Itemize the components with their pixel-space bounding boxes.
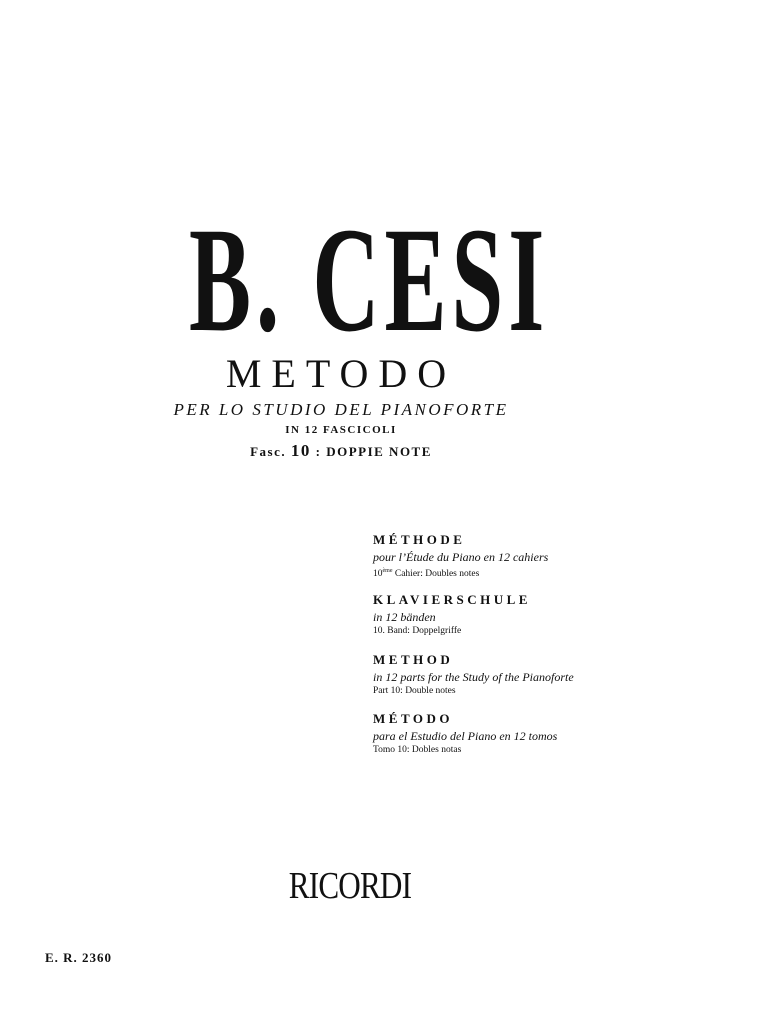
publisher-logo: RICORDI: [288, 865, 412, 907]
fascicle-label: Fasc.: [250, 444, 287, 459]
translation-heading: MÉTODO: [373, 711, 453, 726]
title-metodo: METODO: [225, 351, 457, 396]
fascicle-title: : DOPPIE NOTE: [315, 444, 432, 459]
translation-detail: [373, 565, 548, 581]
composer-name-container: [0, 197, 690, 363]
translation-french: [373, 532, 548, 581]
translation-heading: MÉTHODE: [373, 532, 466, 547]
plate-number: E. R. 2360: [45, 950, 113, 965]
detail-superscript: ème: [382, 568, 393, 574]
fascicle-line: [0, 441, 682, 461]
composer-name: B. CESI: [188, 197, 550, 363]
fascicle-number: 10: [290, 441, 311, 460]
translation-italic: pour l’Étude du Piano en 12 cahiers: [373, 550, 549, 564]
translation-heading: METHOD: [373, 652, 454, 667]
translation-heading: KLAVIERSCHULE: [373, 592, 531, 607]
translation-italic: in 12 parts for the Study of the Pianoforte: [373, 670, 574, 684]
translation-detail: 10. Band: Doppelgriffe: [373, 626, 462, 636]
detail-text: Cahier: Doubles notes: [392, 569, 480, 580]
translation-italic: in 12 bänden: [373, 610, 436, 624]
detail-prefix: 10: [373, 569, 383, 580]
translation-spanish: [373, 711, 557, 757]
subtitle: PER LO STUDIO DEL PIANOFORTE: [173, 400, 509, 419]
translation-english: [373, 652, 574, 698]
parts-line: IN 12 FASCICOLI: [285, 424, 397, 436]
translation-detail: Part 10: Double notes: [373, 686, 456, 696]
translation-german: [373, 592, 531, 638]
translation-italic: para el Estudio del Piano en 12 tomos: [373, 729, 558, 743]
translation-detail: Tomo 10: Dobles notas: [373, 745, 462, 755]
